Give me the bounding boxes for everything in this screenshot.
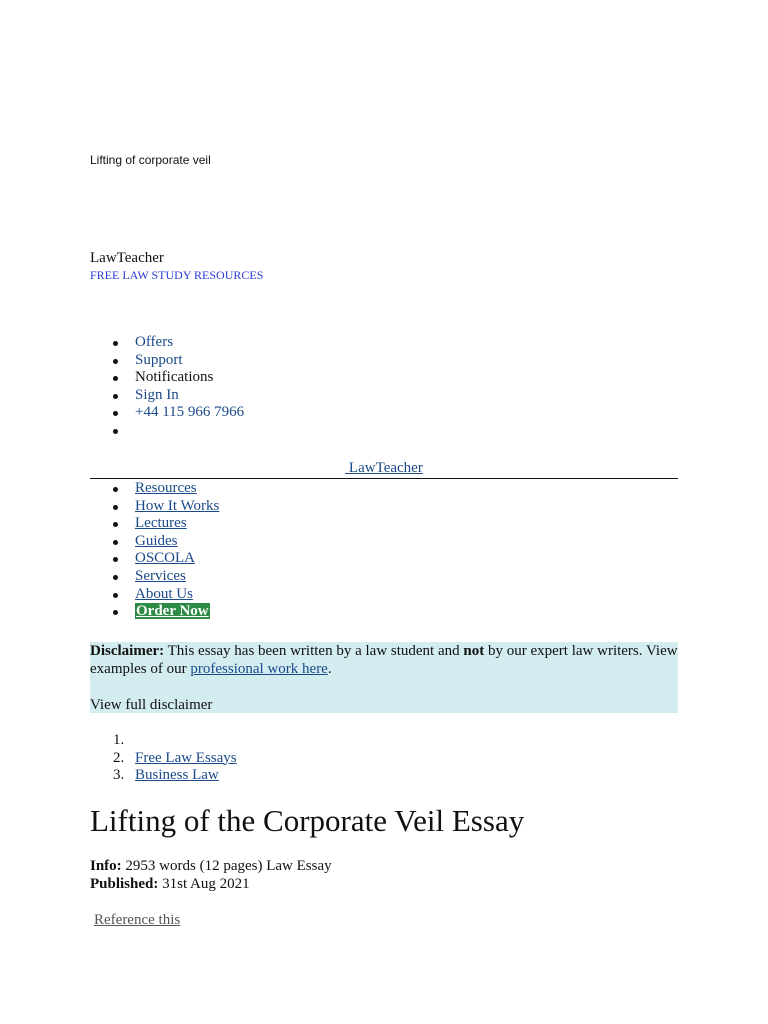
main-nav-item-resources [90, 480, 590, 498]
main-nav-item-how-it-works [90, 498, 590, 516]
resources-link[interactable]: Resources [135, 480, 197, 496]
top-nav-item-phone [90, 404, 590, 422]
published-value: 31st Aug 2021 [162, 876, 250, 892]
top-nav-item-sign-in [90, 387, 590, 405]
offers-link[interactable]: Offers [135, 334, 174, 350]
disclaimer-period: . [327, 661, 332, 677]
header-image-alt: Lifting of corporate veil [90, 153, 211, 167]
published-row [90, 875, 332, 893]
info-label: Info: [90, 858, 122, 874]
professional-work-link[interactable]: professional work here [190, 661, 328, 677]
guides-link[interactable]: Guides [135, 532, 178, 549]
breadcrumb-number: 3. [113, 767, 125, 784]
logo-link-label: LawTeacher [348, 460, 423, 476]
main-nav [90, 480, 590, 621]
oscola-link[interactable]: OSCOLA [135, 550, 196, 567]
logo-bar [90, 459, 678, 479]
top-nav-item-notifications [90, 369, 590, 387]
disclaimer-label: Disclaimer: [90, 643, 165, 659]
main-nav-item-lectures [90, 515, 590, 533]
disclaimer-emphasis: not [463, 643, 485, 659]
disclaimer-box [90, 642, 678, 713]
published-label: Published: [90, 876, 159, 892]
top-nav-item-support [90, 352, 590, 370]
sign-in-link[interactable]: Sign In [135, 386, 179, 403]
info-value: 2953 words (12 pages) Law Essay [125, 858, 332, 874]
article-meta [90, 857, 332, 893]
breadcrumb-number: 2. [113, 749, 125, 766]
info-row [90, 857, 332, 875]
phone-link[interactable]: +44 115 966 7966 [135, 404, 245, 421]
breadcrumb [90, 732, 237, 785]
page-title: Lifting of the Corporate Veil Essay [90, 803, 525, 838]
support-link[interactable]: Support [135, 351, 183, 368]
lectures-link[interactable]: Lectures [135, 515, 187, 532]
view-full-disclaimer[interactable]: View full disclaimer [90, 697, 213, 713]
top-nav-item-offers [90, 334, 590, 352]
breadcrumb-item [90, 750, 237, 768]
reference-row [94, 911, 180, 929]
disclaimer-text-after: by our expert law writers. View examples of our [90, 643, 678, 677]
about-us-link[interactable]: About Us [135, 585, 193, 602]
main-nav-item-guides [90, 533, 590, 551]
brand-name[interactable]: LawTeacher [90, 250, 164, 266]
order-now-button[interactable]: Order Now [136, 603, 209, 620]
top-nav [90, 334, 590, 440]
how-it-works-link[interactable]: How It Works [135, 497, 220, 514]
brand-tagline: FREE LAW STUDY RESOURCES [90, 268, 264, 282]
breadcrumb-number: 1. [113, 732, 125, 748]
top-nav-item-empty [90, 422, 590, 440]
reference-this-button[interactable]: Reference this [94, 912, 181, 928]
breadcrumb-free-law-essays[interactable]: Free Law Essays [135, 749, 237, 766]
disclaimer-text-before: This essay has been written by a law student and [167, 643, 460, 659]
breadcrumb-business-law[interactable]: Business Law [135, 767, 219, 784]
services-link[interactable]: Services [135, 567, 186, 584]
main-nav-item-order-now [90, 603, 590, 621]
notifications-button[interactable]: Notifications [135, 369, 214, 386]
breadcrumb-item [90, 767, 237, 785]
logo-link[interactable] [345, 460, 423, 476]
main-nav-item-services [90, 568, 590, 586]
breadcrumb-item [90, 732, 237, 750]
main-nav-item-oscola [90, 550, 590, 568]
main-nav-item-about-us [90, 586, 590, 604]
disclaimer-text [90, 642, 678, 678]
